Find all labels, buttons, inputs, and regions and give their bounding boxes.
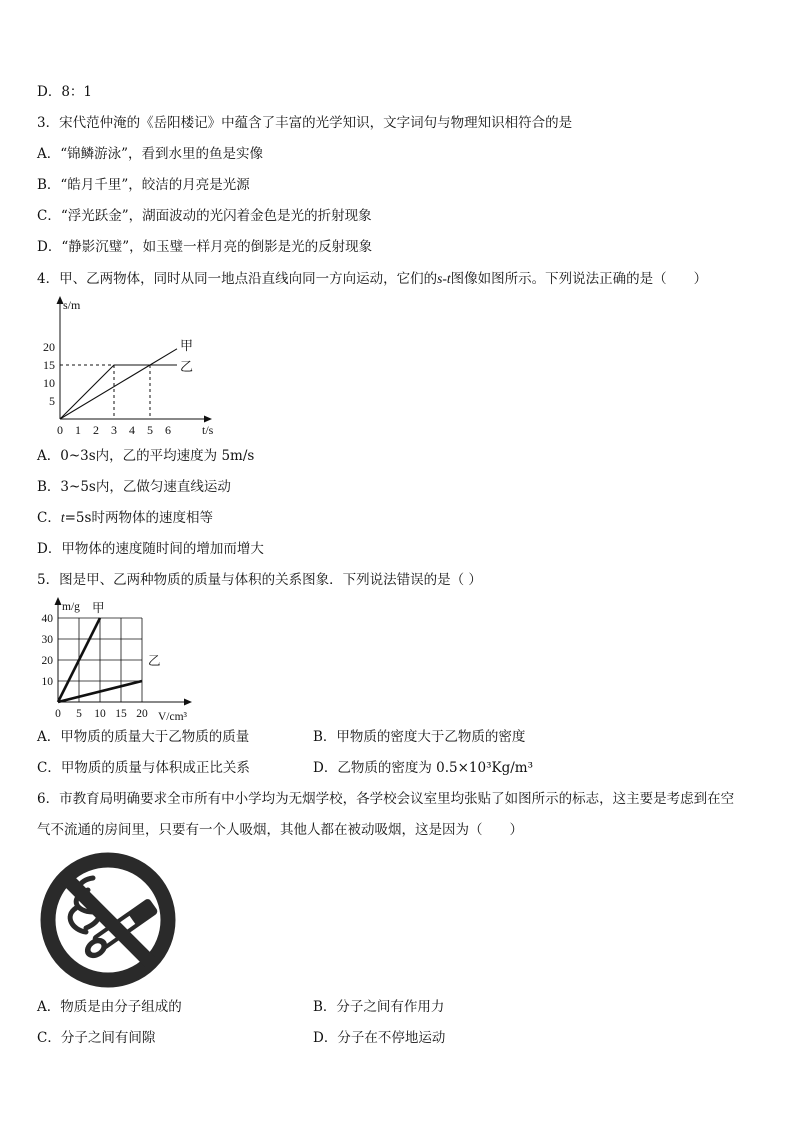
q5-option-b: B．甲物质的密度大于乙物质的密度 xyxy=(313,729,526,745)
mv-series-label: 乙 xyxy=(148,654,161,668)
mv-y-tick: 40 xyxy=(41,613,53,625)
q4-stem xyxy=(37,270,707,288)
q5-option-d: D．乙物质的密度为 0.5×10³Kg/m³ xyxy=(313,760,533,776)
st-x-tick: 3 xyxy=(111,423,117,436)
q6-stem-line1: 6．市教育局明确要求全市所有中小学均为无烟学校，各学校会议室里均张贴了如图所示的标志，这主要是考虑到在空 xyxy=(37,791,735,807)
st-xlabel: t/s xyxy=(202,423,214,436)
mv-x-tick: 0 xyxy=(55,708,61,720)
q4-option-c xyxy=(37,509,213,527)
q5-option-c: C．甲物质的质量与体积成正比关系 xyxy=(37,760,250,776)
q4-stem-before: 4．甲、乙两物体，同时从同一地点沿直线向同一方向运动，它们的 xyxy=(37,271,438,287)
mv-x-tick: 20 xyxy=(136,708,148,720)
st-y-tick: 15 xyxy=(43,358,55,372)
mv-y-tick: 20 xyxy=(41,655,53,667)
q5-option-a: A．甲物质的质量大于乙物质的质量 xyxy=(37,729,250,745)
mv-series-label: 甲 xyxy=(92,601,105,615)
mv-axes xyxy=(55,597,193,706)
q4-option-c-prefix: C． xyxy=(37,510,61,526)
no-smoking-sign xyxy=(38,850,178,990)
q3-option-c: C．“浮光跃金”，湖面波动的光闪着金色是光的折射现象 xyxy=(37,208,372,224)
mv-grid xyxy=(58,618,142,702)
st-marks xyxy=(60,349,177,419)
st-series-label: 甲 xyxy=(180,337,194,353)
mv-y-tick: 10 xyxy=(41,676,53,688)
q5-stem: 5．图是甲、乙两种物质的质量与体积的关系图象．下列说法错误的是（ ） xyxy=(37,572,482,588)
q4-option-b: B．3~5s内，乙做匀速直线运动 xyxy=(37,479,231,495)
q6-option-d: D．分子在不停地运动 xyxy=(313,1030,446,1046)
st-graph xyxy=(36,296,266,436)
st-y-tick: 10 xyxy=(43,376,55,390)
st-y-tick: 20 xyxy=(43,340,55,354)
x-axis-arrow xyxy=(204,416,212,423)
st-series-label: 乙 xyxy=(180,359,194,374)
st-ylabel: s/m xyxy=(63,298,81,312)
q3-option-a: A．“锦鳞游泳”，看到水里的鱼是实像 xyxy=(37,146,264,162)
series-line xyxy=(60,349,177,419)
x-axis-arrow xyxy=(184,699,192,706)
q4-option-c-var: t xyxy=(60,510,65,525)
q2-option-d: D．8：1 xyxy=(37,84,93,100)
q4-stem-after: 图像如图所示。下列说法正确的是（ ） xyxy=(450,271,708,287)
q6-option-a: A．物质是由分子组成的 xyxy=(37,999,182,1015)
q6-option-c: C．分子之间有间隙 xyxy=(37,1030,156,1046)
mv-xlabel: V/cm³ xyxy=(158,711,187,723)
q4-option-c-rest: =5s时两物体的速度相等 xyxy=(64,510,213,526)
mv-x-tick: 5 xyxy=(76,708,82,720)
q3-stem: 3．宋代范仲淹的《岳阳楼记》中蕴含了丰富的光学知识，文字词句与物理知识相符合的是 xyxy=(37,115,573,131)
q6-stem-line2: 气不流通的房间里，只要有一个人吸烟，其他人都在被动吸烟，这是因为（ ） xyxy=(37,822,523,838)
q6-option-b: B．分子之间有作用力 xyxy=(313,999,445,1015)
series-line xyxy=(60,365,177,419)
mv-y-tick: 30 xyxy=(41,634,53,646)
q4-option-d: D．甲物体的速度随时间的增加而增大 xyxy=(37,541,264,557)
st-y-tick: 5 xyxy=(49,394,55,408)
st-x-tick: 5 xyxy=(147,423,153,436)
q3-option-d: D．“静影沉璧”，如玉璧一样月亮的倒影是光的反射现象 xyxy=(37,239,373,255)
st-x-tick: 6 xyxy=(165,423,171,436)
mv-graph xyxy=(34,597,234,723)
st-x-tick: 1 xyxy=(75,423,81,436)
q4-option-a: A．0~3s内，乙的平均速度为 5m/s xyxy=(37,448,255,464)
st-x-tick: 2 xyxy=(93,423,99,436)
y-axis-arrow xyxy=(55,597,62,605)
st-x-tick: 0 xyxy=(57,423,63,436)
mv-ylabel: m/g xyxy=(62,601,80,613)
q4-stem-var: s-t xyxy=(437,271,451,286)
mv-x-tick: 15 xyxy=(115,708,127,720)
q3-option-b: B．“皓月千里”，皎洁的月亮是光源 xyxy=(37,177,250,193)
st-x-tick: 4 xyxy=(129,423,135,436)
mv-x-tick: 10 xyxy=(94,708,106,720)
